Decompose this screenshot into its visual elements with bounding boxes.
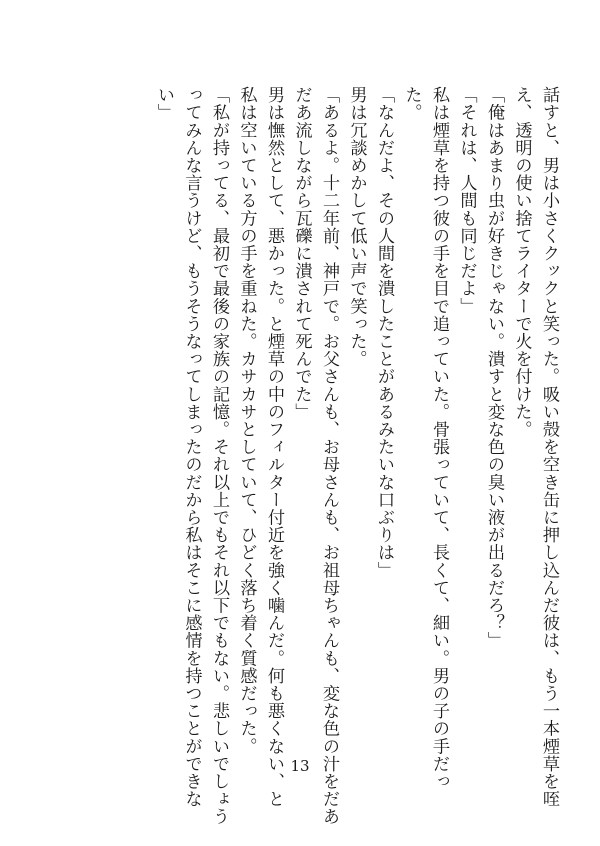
text-line: 「あるよ。十二年前、神戸で。お父さんも、お母さんも、お祖母ちゃんも、変な色の汁をだあ [319, 86, 339, 826]
text-line: 「それは、人間も同じだよ」 [456, 86, 477, 315]
text-line: 「私が持ってる、最初で最後の家族の記憶。それ以上でもそれ以下でもない。悲しいでしょう [209, 86, 229, 826]
text-line: え、透明の使い捨てライターで火を付けた。 [511, 86, 532, 438]
text-line: だあ流しながら瓦礫に潰されて死んでた」 [291, 86, 312, 421]
text-line: 「俺はあまり虫が好きじゃない。潰すと変な色の臭い液が出るだろ？」 [484, 86, 504, 650]
text-line: い」 [154, 86, 174, 122]
text-line: 私は煙草を持つ彼の手を目で追っていた。骨張っていて、長くて、細い。男の子の手だっ [429, 86, 449, 790]
text-line: 私は空いている方の手を重ねた。カサカサとしていて、ひどく落ち着く質感だった。 [236, 86, 257, 755]
text-line: た。 [401, 86, 422, 122]
text-line: 男は憮然として、悪かった。と煙草の中のフィルター付近を強く噛んだ。何も悪くない、と [264, 86, 284, 808]
text-line: 男は冗談めかして低い声で笑った。 [346, 86, 367, 368]
text-line: 話すと、男は小さくクックと笑った。吸い殻を空き缶に押し込んだ彼は、もう一本煙草を咥 [539, 86, 559, 808]
text-line: ってみんな言うけど、もうそうなってしまったのだから私はそこに感情を持つことができな [181, 86, 202, 808]
page-number: 13 [290, 757, 310, 775]
text-line: 「なんだよ、その人間を潰したことがあるみたいな口ぶりは」 [374, 86, 394, 579]
